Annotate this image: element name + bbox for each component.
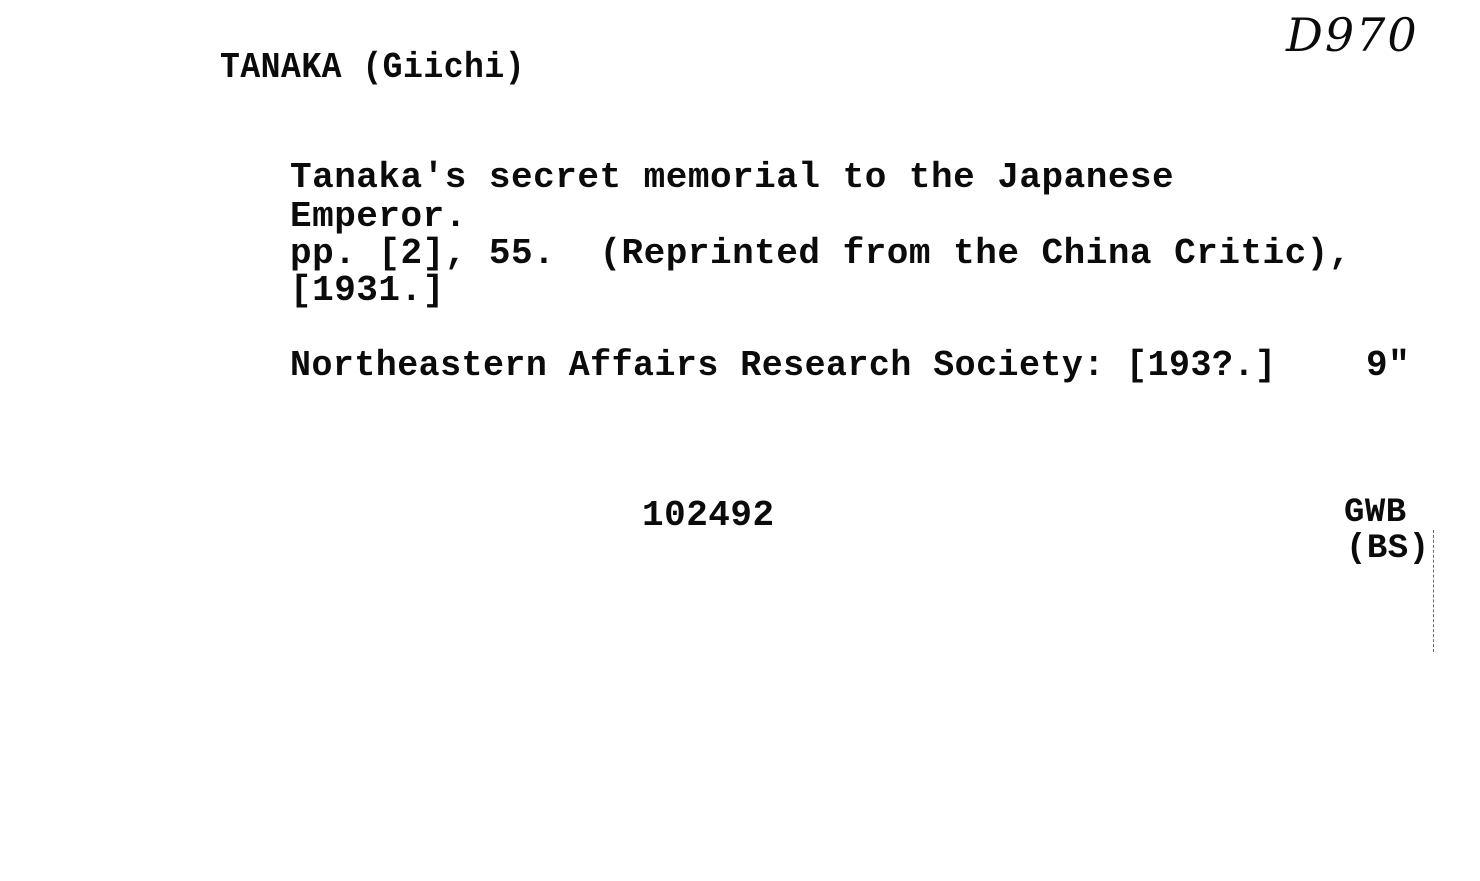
accession-number: 102492 bbox=[642, 495, 775, 536]
author-heading: TANAKA (Giichi) bbox=[220, 47, 526, 88]
cataloger-initials: GWB bbox=[1344, 494, 1407, 532]
imprint: Northeastern Affairs Research Society: [193?.] bbox=[290, 345, 1277, 386]
title-line: Tanaka's secret memorial to the Japanese bbox=[290, 157, 1175, 198]
collation-line: [1931.] bbox=[290, 270, 445, 311]
collation-line: pp. [2], 55. (Reprinted from the China Critic), bbox=[290, 233, 1351, 274]
size-note: 9" bbox=[1366, 345, 1411, 386]
title-line: Emperor. bbox=[290, 196, 467, 237]
cataloger-initials: (BS) bbox=[1346, 530, 1430, 568]
call-number: D970 bbox=[1286, 8, 1419, 62]
card-edge-mark bbox=[1433, 530, 1434, 652]
